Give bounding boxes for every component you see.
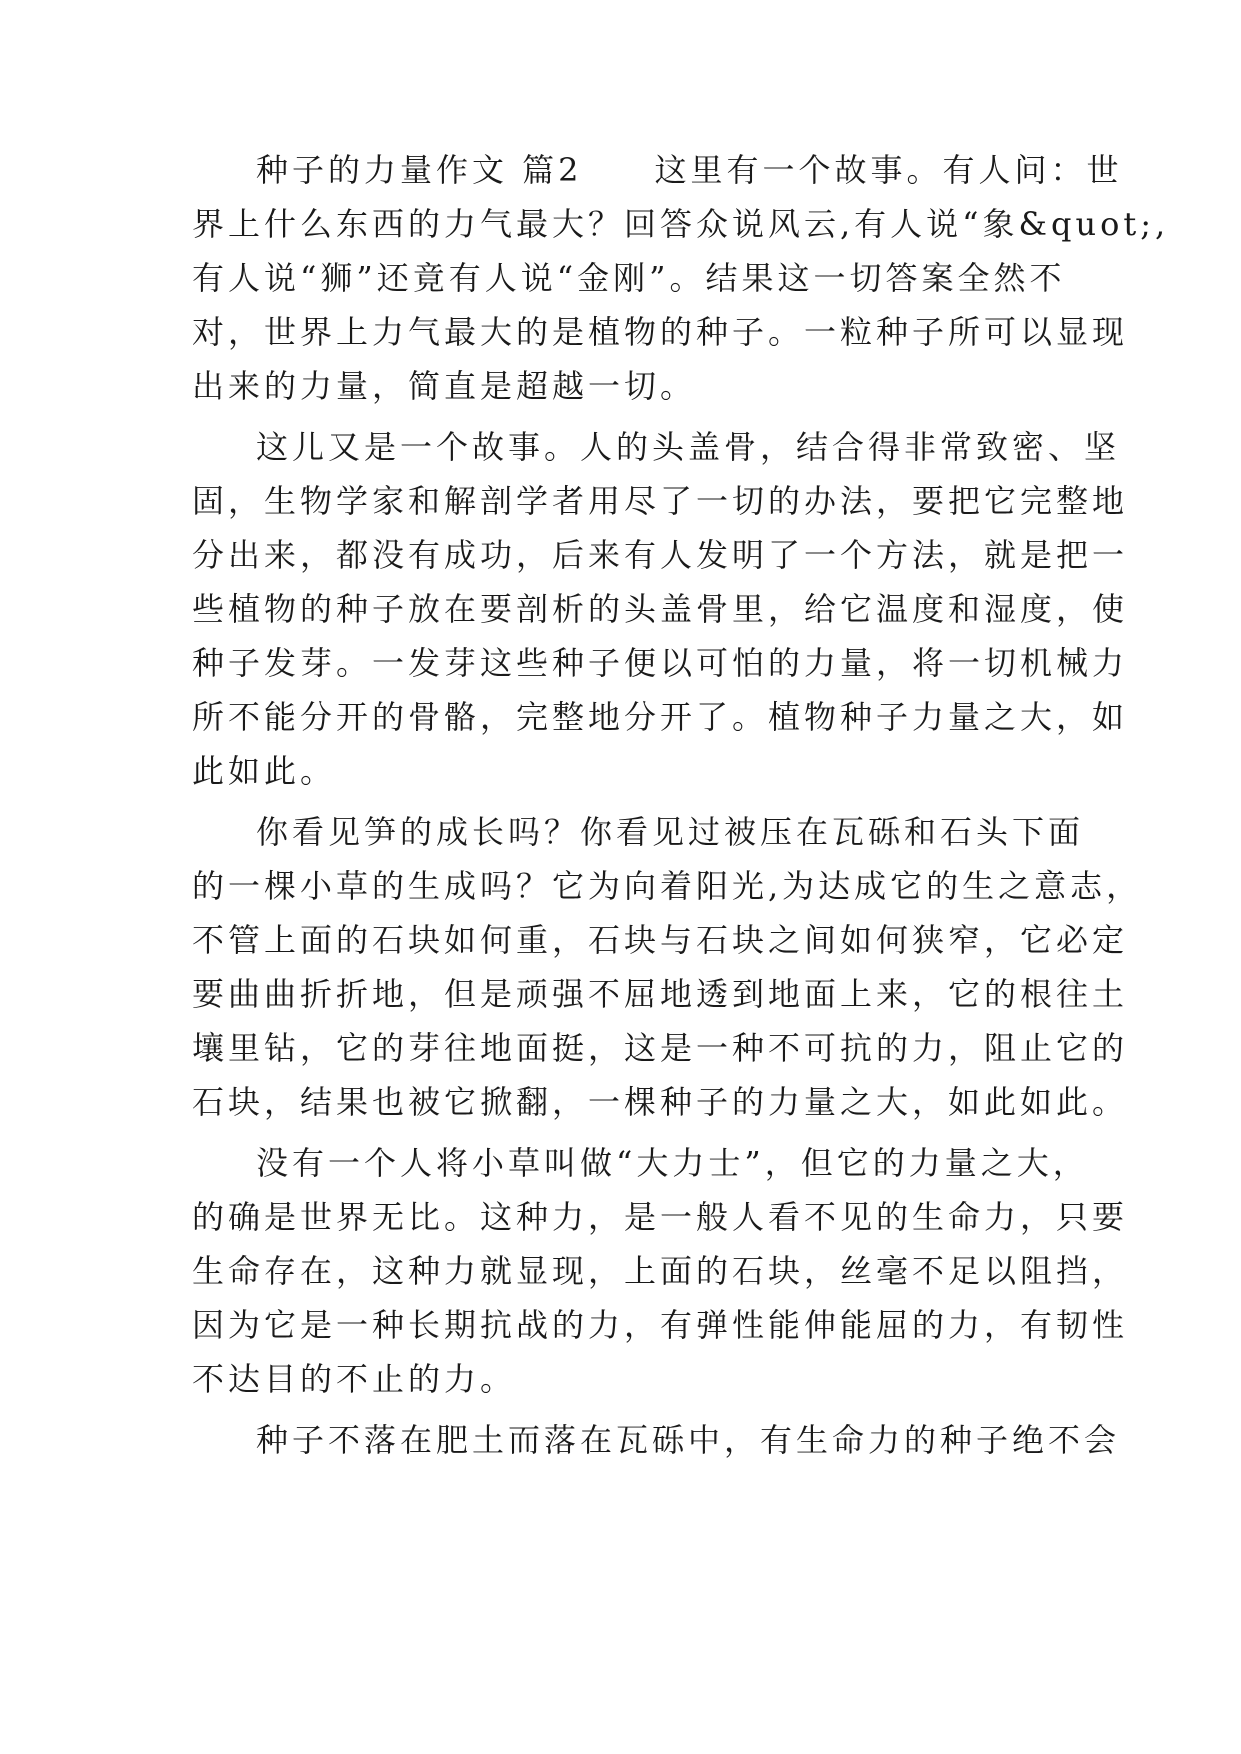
paragraph-line: 有人说“狮”还竟有人说“金刚”。结果这一切答案全然不 [192, 259, 1066, 297]
paragraph-line: 的确是世界无比。这种力，是一般人看不见的生命力，只要 [192, 1198, 1129, 1236]
paragraph-line: 出来的力量，简直是超越一切。 [192, 367, 697, 405]
paragraph-line: 种子的力量作文 篇2 这里有一个故事。有人问：世 [256, 151, 1123, 189]
paragraph-line: 分出来，都没有成功，后来有人发明了一个方法，就是把一 [192, 536, 1129, 574]
paragraph-line: 不管上面的石块如何重，石块与石块之间如何狭窄，它必定 [192, 921, 1129, 959]
paragraph-line: 种子不落在肥土而落在瓦砾中，有生命力的种子绝不会 [256, 1421, 1121, 1459]
paragraph-line: 你看见笋的成长吗？你看见过被压在瓦砾和石头下面 [256, 813, 1085, 851]
paragraph-line: 此如此。 [192, 752, 337, 790]
paragraph-line: 没有一个人将小草叫做“大力士”，但它的力量之大， [256, 1144, 1089, 1182]
paragraph-line: 所不能分开的骨骼，完整地分开了。植物种子力量之大，如 [192, 698, 1129, 736]
paragraph-line: 生命存在，这种力就显现，上面的石块，丝毫不足以阻挡， [192, 1252, 1129, 1290]
paragraph-line: 壤里钻，它的芽往地面挺，这是一种不可抗的力，阻止它的 [192, 1029, 1129, 1067]
paragraph-line: 的一棵小草的生成吗？它为向着阳光,为达成它的生之意志， [192, 867, 1143, 905]
paragraph-line: 对，世界上力气最大的是植物的种子。一粒种子所可以显现 [192, 313, 1129, 351]
paragraph-line: 界上什么东西的力气最大？回答众说风云,有人说“象&quot;, [192, 205, 1170, 243]
paragraph-line: 这儿又是一个故事。人的头盖骨，结合得非常致密、坚 [256, 428, 1121, 466]
paragraph-line: 石块，结果也被它掀翻，一棵种子的力量之大，如此如此。 [192, 1083, 1129, 1121]
paragraph-line: 种子发芽。一发芽这些种子便以可怕的力量，将一切机械力 [192, 644, 1129, 682]
paragraph-line: 固，生物学家和解剖学者用尽了一切的办法，要把它完整地 [192, 482, 1129, 520]
paragraph-line: 不达目的不止的力。 [192, 1360, 517, 1398]
paragraph-line: 因为它是一种长期抗战的力，有弹性能伸能屈的力，有韧性 [192, 1306, 1129, 1344]
paragraph-line: 些植物的种子放在要剖析的头盖骨里，给它温度和湿度，使 [192, 590, 1129, 628]
paragraph-line: 要曲曲折折地，但是顽强不屈地透到地面上来，它的根往土 [192, 975, 1129, 1013]
